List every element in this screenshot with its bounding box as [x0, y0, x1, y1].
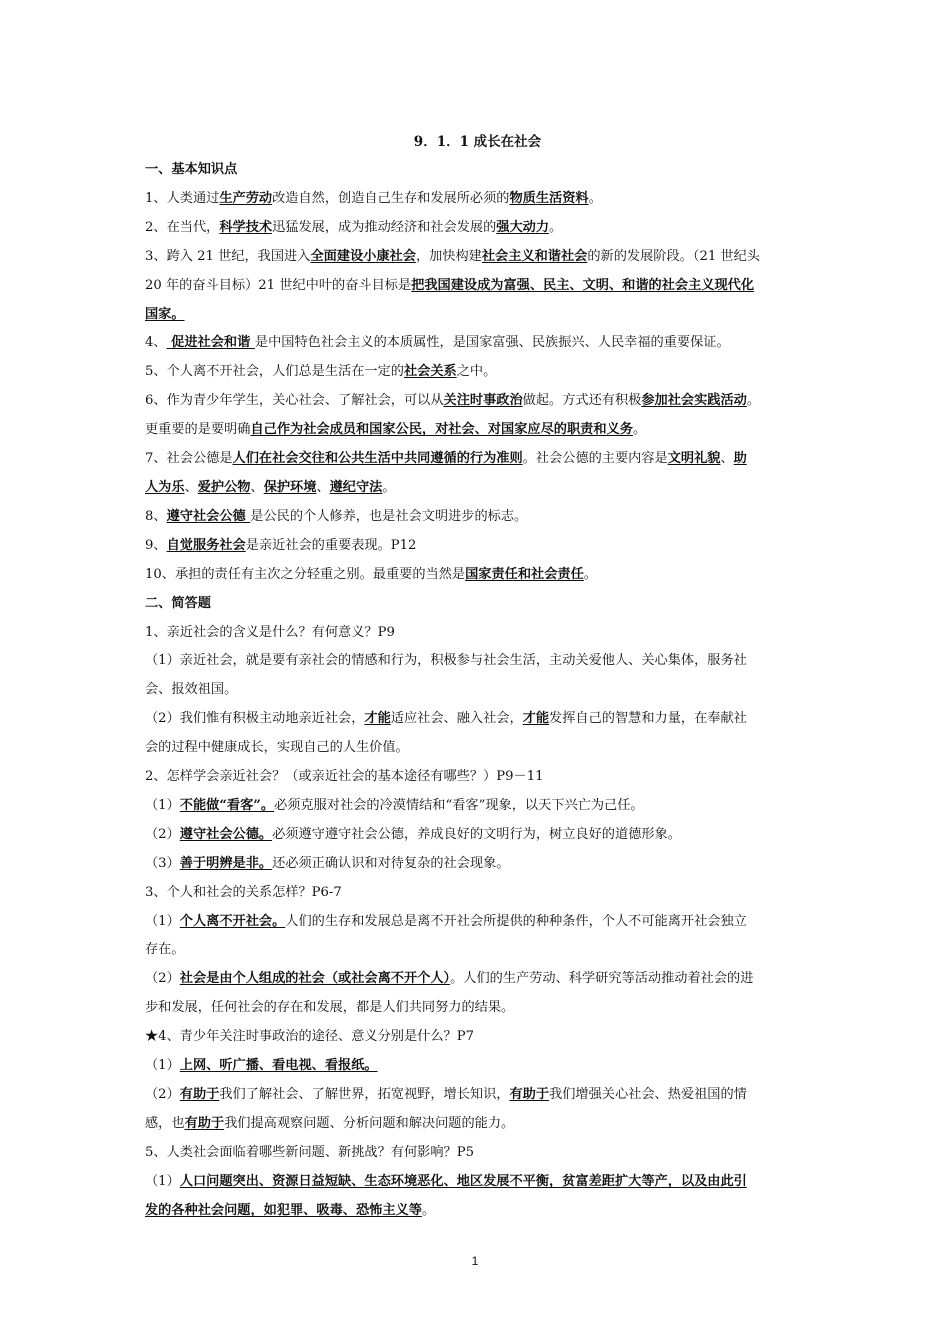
text-line [145, 561, 810, 590]
page-number: 1 [471, 1254, 479, 1268]
text-line [145, 1139, 810, 1168]
text-line [145, 1110, 810, 1139]
text-line [145, 734, 810, 763]
text-segment: 是中国特色社会主义的本质属性，是国家富强、民族振兴、人民幸福的重要保证。 [254, 335, 730, 351]
text-segment: 一、基本知识点 [145, 162, 238, 177]
text-segment: （2） [145, 971, 180, 987]
key-phrase: 有助于 [509, 1087, 550, 1102]
text-segment: 3、个人和社会的关系怎样？P6-7 [145, 884, 342, 900]
text-segment: 的新的发展阶段。（21 世纪头 [587, 248, 760, 264]
text-segment: 适应社会、融入社会， [390, 711, 523, 727]
text-segment: 。 [632, 422, 647, 438]
text-segment: 、 [316, 479, 330, 495]
text-segment: 4、 [145, 335, 167, 351]
text-line [145, 879, 810, 908]
document-title: 9．1．1 成长在社会 [413, 134, 542, 150]
document-lines [145, 156, 810, 1226]
text-segment: 发挥自己的智慧和力量，在奉献社 [549, 711, 747, 727]
key-phrase: 社会主义和谐社会 [481, 248, 588, 264]
text-segment: 会、报效祖国。 [145, 682, 238, 698]
key-phrase: 上网、听广播、看电视、看报纸。 [179, 1058, 378, 1074]
key-phrase: 个人离不开社会。 [179, 913, 286, 929]
key-phrase: 爱护公物 [197, 479, 251, 495]
key-phrase: 科学技术 [219, 219, 273, 235]
text-segment: 1、亲近社会的含义是什么？有何意义？P9 [145, 624, 395, 640]
key-phrase: 助 [733, 451, 747, 467]
key-phrase: 参加社会实践活动 [641, 393, 747, 409]
text-segment: （1）亲近社会，就是要有亲社会的情感和行为，积极参与社会生活，主动关爱他人、关心集体，服务社 [145, 653, 747, 669]
text-line [145, 994, 810, 1023]
text-line [145, 705, 810, 734]
text-segment: 。 [382, 479, 396, 495]
text-segment: 5、人类社会面临着哪些新问题、新挑战？有何影响？P5 [145, 1144, 474, 1160]
text-segment: （2）我们惟有积极主动地亲近社会， [145, 711, 365, 727]
text-segment: 6、作为青少年学生，关心社会、了解社会，可以从 [145, 393, 444, 409]
text-segment: （1） [145, 1058, 180, 1074]
text-segment: 5、个人离不开社会，人们总是生活在一定的 [145, 364, 404, 380]
key-phrase: 才能 [522, 711, 550, 727]
text-segment: 我们提高观察问题、分析问题和解决问题的能力。 [224, 1115, 515, 1131]
text-segment: 2、怎样学会亲近社会？（或亲近社会的基本途径有哪些？）P9－11 [145, 769, 544, 785]
text-line [145, 1081, 810, 1110]
text-segment: 。人们的生产劳动、科学研究等活动推动着社会的进 [450, 971, 754, 987]
text-segment: 存在。 [145, 942, 185, 958]
text-line [145, 676, 810, 705]
text-segment: ★4、青少年关注时事政治的途径、意义分别是什么？P7 [145, 1029, 474, 1045]
text-segment: （1） [145, 913, 180, 929]
text-segment: 。 [583, 566, 597, 582]
key-phrase: 生产劳动 [219, 190, 273, 206]
text-line [145, 936, 810, 965]
text-line [145, 503, 810, 532]
text-segment: ，加快构建 [415, 248, 482, 264]
text-segment: 7、社会公德是 [145, 451, 233, 467]
key-phrase: 人为乐 [145, 479, 185, 495]
text-line [145, 1052, 810, 1081]
text-segment: 人们的生存和发展总是离不开社会所提供的种种条件，个人不可能离开社会独立 [285, 913, 747, 929]
text-segment: 10、承担的责任有主次之分轻重之别。最重要的当然是 [145, 566, 466, 582]
key-phrase: 才能 [364, 711, 391, 727]
key-phrase: 人口问题突出、资源日益短缺、生态环境恶化、地区发展不平衡，贫富差距扩大等产，以及由此引 [179, 1173, 747, 1189]
text-line [145, 1023, 810, 1052]
text-segment: 。社会公德的主要内容是 [522, 451, 668, 467]
text-segment: （1） [145, 1173, 180, 1189]
text-segment: 之中。 [456, 364, 497, 380]
text-segment: 8、 [145, 508, 167, 524]
text-segment: 是亲近社会的重要表现。P12 [245, 537, 417, 553]
key-phrase: 国家。 [145, 306, 185, 322]
key-phrase: 有助于 [184, 1115, 225, 1131]
key-phrase: 社会是由个人组成的社会（或社会离不开个人） [179, 971, 451, 987]
text-line [145, 532, 810, 561]
key-phrase: 遵守社会公德 [166, 508, 251, 524]
key-phrase: 社会关系 [403, 364, 457, 380]
key-phrase: 善于明辨是非。 [179, 855, 273, 871]
text-segment: 9、 [145, 537, 167, 553]
text-segment: 是公民的个人修养，也是社会文明进步的标志。 [250, 508, 528, 524]
text-segment: （2） [145, 826, 180, 842]
text-line [145, 243, 810, 272]
text-line [145, 272, 810, 301]
key-phrase: 有助于 [179, 1087, 220, 1102]
text-segment: 改造自然，创造自己生存和发展所必须的 [272, 190, 510, 206]
section-heading [145, 590, 810, 619]
text-line [145, 619, 810, 648]
key-phrase: 不能做“看客”。 [179, 797, 275, 813]
text-line [145, 908, 810, 937]
key-phrase: 保护环境 [263, 479, 317, 495]
text-segment: （3） [145, 855, 180, 871]
text-segment: 、 [184, 479, 198, 495]
key-phrase: 物质生活资料 [509, 190, 589, 206]
text-line [145, 474, 810, 503]
text-segment: 。 [549, 219, 563, 235]
section-heading [145, 156, 810, 185]
text-segment: 20 年的奋斗目标）21 世纪中叶的奋斗目标是 [145, 277, 412, 293]
key-phrase: 遵纪守法 [329, 479, 383, 495]
key-phrase: 国家责任和社会责任 [465, 566, 584, 582]
text-line [145, 792, 810, 821]
text-line [145, 329, 810, 358]
text-line [145, 763, 810, 792]
text-line [145, 1197, 810, 1226]
text-segment: 迅猛发展，成为推动经济和社会发展的 [272, 219, 497, 235]
text-segment: 更重要的是要明确 [145, 422, 251, 438]
document-body [145, 128, 810, 1226]
text-segment: 3、跨入 21 世纪，我国进入 [145, 248, 311, 264]
text-segment: 还必须正确认识和对待复杂的社会现象。 [272, 855, 510, 871]
text-segment: 2、在当代， [145, 219, 220, 235]
key-phrase: 文明礼貌 [667, 451, 721, 467]
key-phrase: 关注时事政治 [443, 393, 523, 409]
text-segment: 二、简答题 [145, 595, 211, 611]
text-segment: 我们增强关心社会、热爱祖国的情 [549, 1087, 747, 1102]
text-segment: 1、人类通过 [145, 190, 220, 206]
text-line [145, 647, 810, 676]
text-segment: 会的过程中健康成长，实现自己的人生价值。 [145, 740, 409, 756]
key-phrase: 强大动力 [496, 219, 550, 235]
text-segment: （1） [145, 797, 180, 813]
text-segment: 。 [421, 1202, 436, 1218]
text-segment: 做起。方式还有积极 [522, 393, 642, 409]
key-phrase: 人们在社会交往和公共生活中共同遵循的行为准则 [232, 451, 523, 467]
key-phrase: 全面建设小康社会 [310, 248, 416, 264]
key-phrase: 把我国建设成为富强、民主、文明、和谐的社会主义现代化 [411, 277, 755, 293]
key-phrase: 发的各种社会问题，如犯罪、吸毒、恐怖主义等 [145, 1202, 422, 1218]
key-phrase: 自己作为社会成员和国家公民，对社会、对国家应尽的职责和义务 [250, 422, 633, 438]
key-phrase: 遵守社会公德。 [179, 826, 273, 842]
text-line [145, 301, 810, 330]
text-line [145, 850, 810, 879]
text-line [145, 821, 810, 850]
text-line [145, 214, 810, 243]
text-line [145, 1168, 810, 1197]
text-segment: 必须克服对社会的冷漠情结和“看客”现象，以天下兴亡为己任。 [274, 797, 644, 813]
text-segment: 感，也 [145, 1115, 185, 1131]
text-line [145, 445, 810, 474]
text-line [145, 387, 810, 416]
text-segment: 。 [746, 393, 761, 409]
text-segment: 我们了解社会、了解世界，拓宽视野，增长知识， [219, 1087, 510, 1102]
text-line [145, 358, 810, 387]
text-segment: 。 [588, 190, 602, 206]
text-segment: （2） [145, 1087, 180, 1102]
text-segment: 、 [720, 451, 734, 467]
text-line [145, 185, 810, 214]
text-segment: 必须遵守遵守社会公德，养成良好的文明行为，树立良好的道德形象。 [272, 826, 681, 842]
key-phrase: 自觉服务社会 [166, 537, 246, 553]
text-segment: 步和发展，任何社会的存在和发展，都是人们共同努力的结果。 [145, 1000, 515, 1016]
text-line [145, 965, 810, 994]
text-segment: 、 [250, 479, 264, 495]
key-phrase: 促进社会和谐 [166, 335, 255, 351]
text-line [145, 416, 810, 445]
